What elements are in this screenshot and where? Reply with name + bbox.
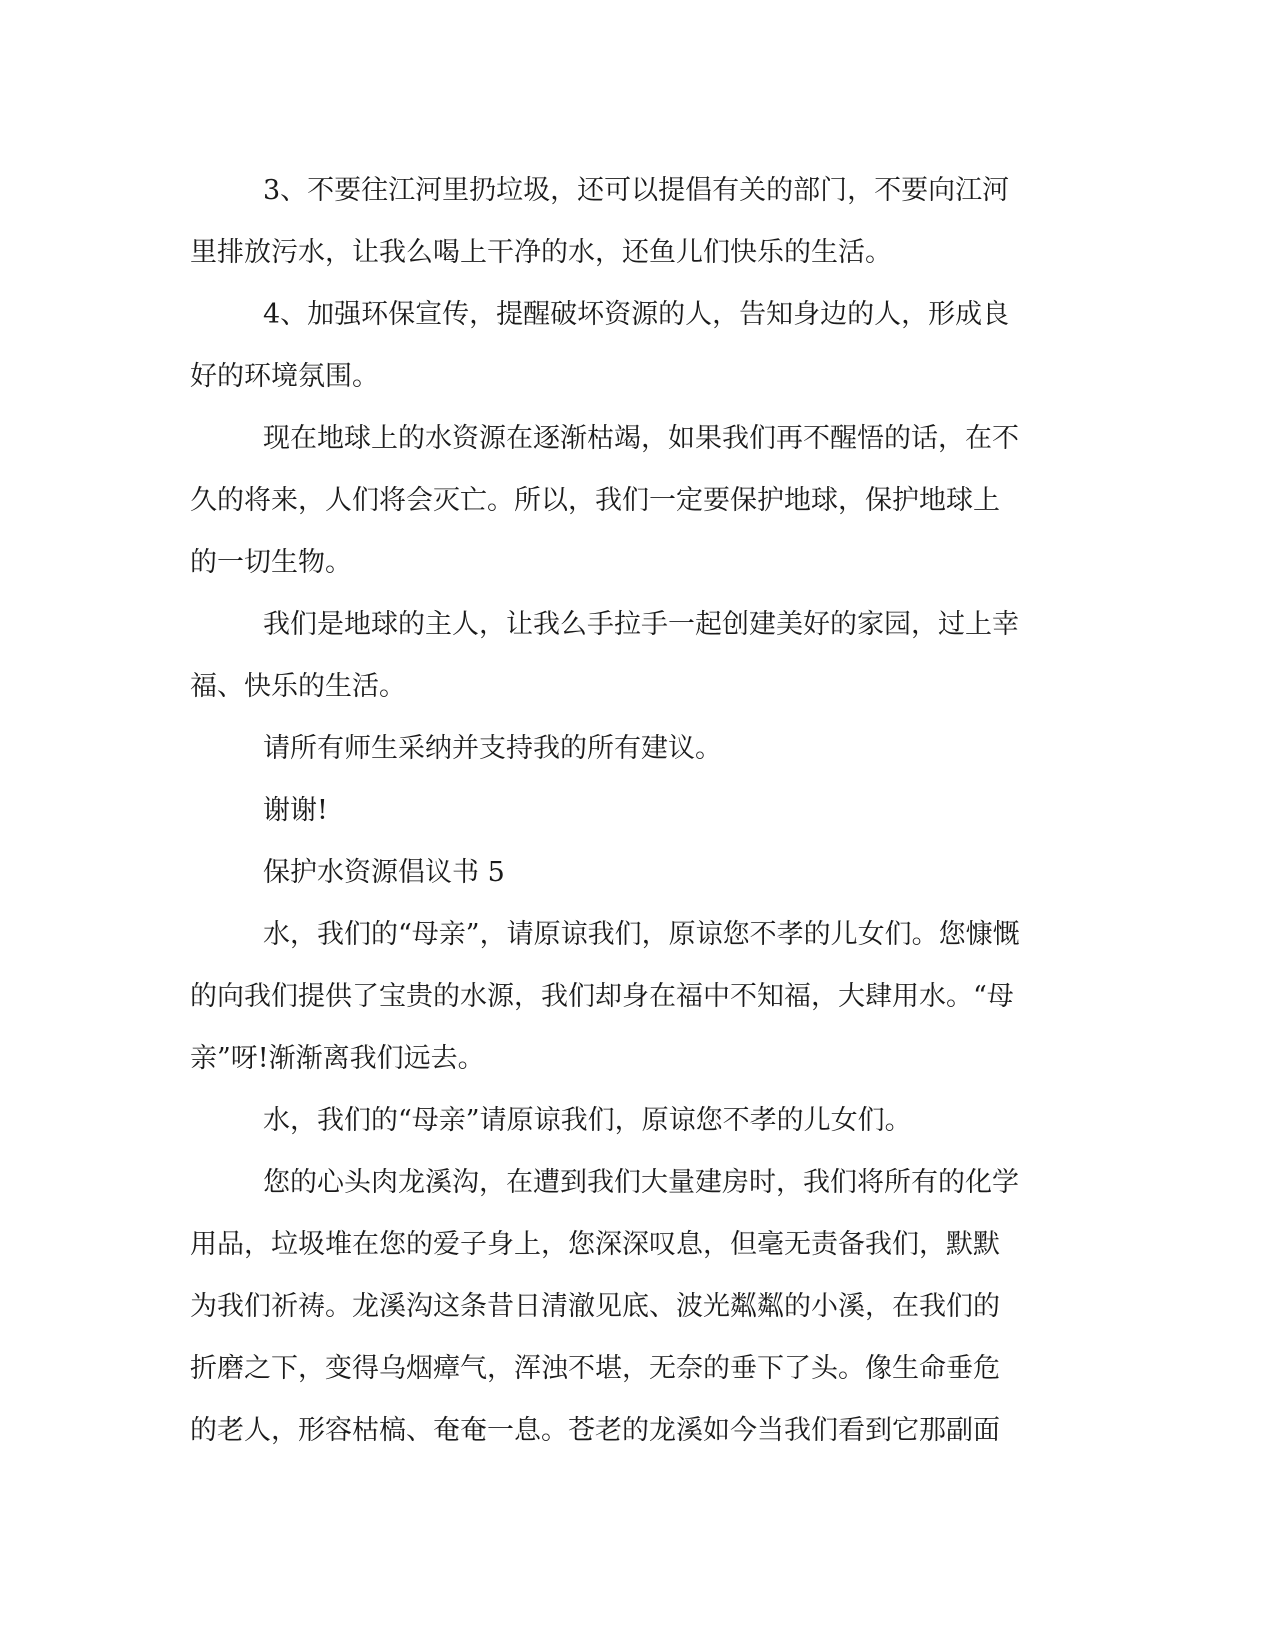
paragraph-line: 折磨之下，变得乌烟瘴气，浑浊不堪，无奈的垂下了头。像生命垂危 bbox=[190, 1353, 1000, 1384]
paragraph-line: 久的将来，人们将会灭亡。所以，我们一定要保护地球，保护地球上 bbox=[190, 485, 1000, 516]
paragraph-line: 我们是地球的主人，让我么手拉手一起创建美好的家园，过上幸 bbox=[263, 609, 1019, 640]
paragraph-line: 4、加强环保宣传，提醒破坏资源的人，告知身边的人，形成良 bbox=[263, 299, 1010, 330]
paragraph-line: 请所有师生采纳并支持我的所有建议。 bbox=[263, 733, 722, 764]
paragraph-line: 福、快乐的生活。 bbox=[190, 671, 406, 702]
paragraph-line: 为我们祈祷。龙溪沟这条昔日清澈见底、波光粼粼的小溪，在我们的 bbox=[190, 1291, 1000, 1322]
paragraph-line: 用品，垃圾堆在您的爱子身上，您深深叹息，但毫无责备我们，默默 bbox=[190, 1229, 1000, 1260]
paragraph-line: 您的心头肉龙溪沟，在遭到我们大量建房时，我们将所有的化学 bbox=[263, 1167, 1019, 1198]
paragraph-line: 的一切生物。 bbox=[190, 547, 352, 578]
section-heading: 保护水资源倡议书 5 bbox=[263, 857, 505, 888]
paragraph-line: 3、不要往江河里扔垃圾，还可以提倡有关的部门，不要向江河 bbox=[263, 175, 1010, 206]
paragraph-line: 现在地球上的水资源在逐渐枯竭，如果我们再不醒悟的话，在不 bbox=[263, 423, 1019, 454]
paragraph-line: 水，我们的“母亲”请原谅我们，原谅您不孝的儿女们。 bbox=[263, 1105, 912, 1136]
paragraph-line: 好的环境氛围。 bbox=[190, 361, 379, 392]
paragraph-line: 里排放污水，让我么喝上干净的水，还鱼儿们快乐的生活。 bbox=[190, 237, 892, 268]
document-body bbox=[190, 160, 1090, 1462]
paragraph-line: 亲”呀!渐渐离我们远去。 bbox=[190, 1043, 485, 1074]
paragraph-line: 的老人，形容枯槁、奄奄一息。苍老的龙溪如今当我们看到它那副面 bbox=[190, 1415, 1000, 1446]
paragraph-line: 谢谢! bbox=[263, 795, 328, 826]
paragraph-line: 水，我们的“母亲”，请原谅我们，原谅您不孝的儿女们。您慷慨 bbox=[263, 919, 1020, 950]
paragraph-line: 的向我们提供了宝贵的水源，我们却身在福中不知福，大肆用水。“母 bbox=[190, 981, 1014, 1012]
